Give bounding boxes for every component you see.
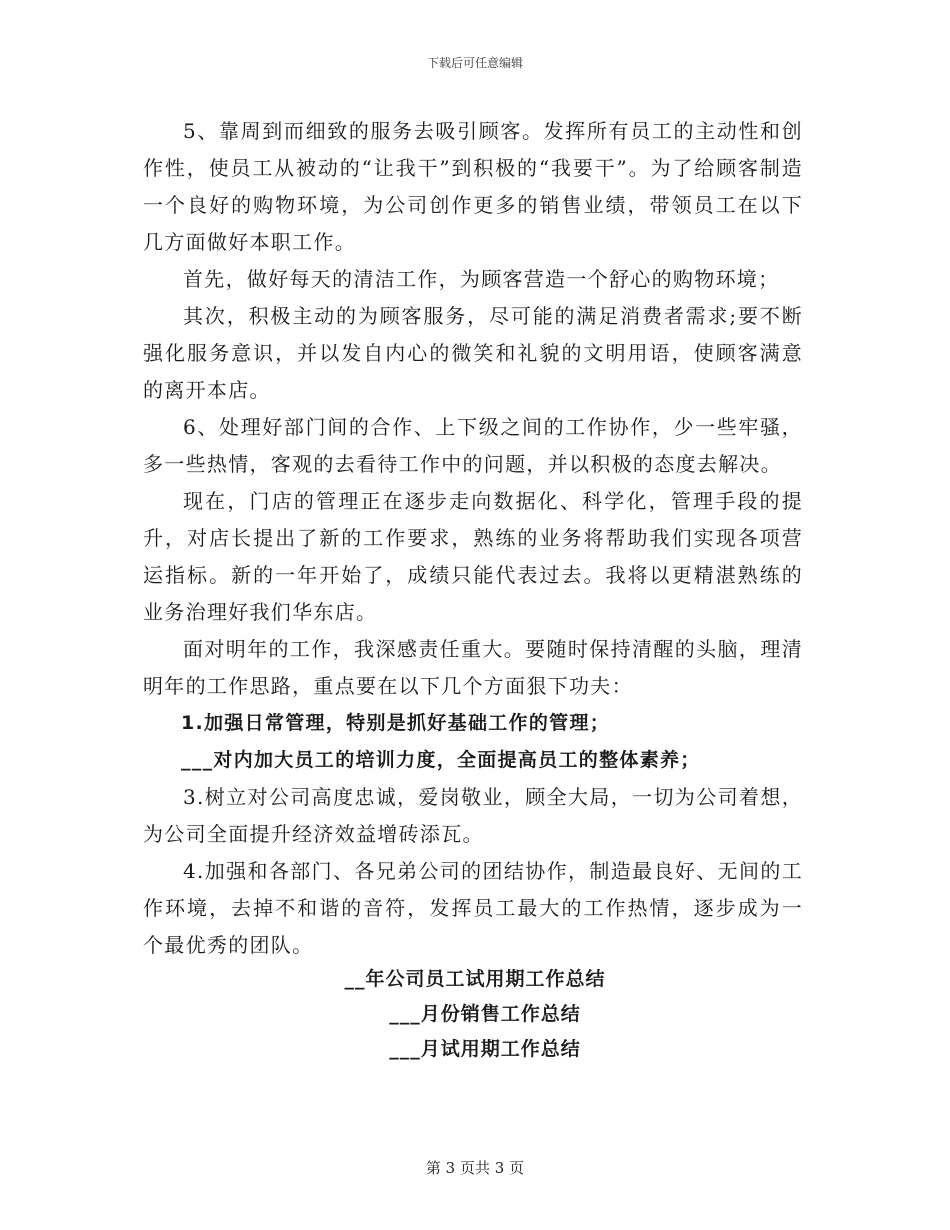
list-item-2: ___对内加大员工的培训力度，全面提高员工的整体素养； xyxy=(181,749,701,771)
paragraph-first: 首先，做好每天的清洁工作，为顾客营造一个舒心的购物环境； xyxy=(183,267,780,291)
related-title-1: __年公司员工试用期工作总结 xyxy=(344,968,606,990)
related-titles xyxy=(0,962,950,1067)
document-body xyxy=(143,113,803,964)
list-item-4: 4.加强和各部门、各兄弟公司的团结协作，制造最良好、无间的工作环境，去掉不和谐的音符，发挥员工最大的工作热情，逐步成为一个最优秀的团队。 xyxy=(143,859,803,957)
list-item-1: 1.加强日常管理，特别是抓好基础工作的管理； xyxy=(181,712,611,734)
page-header: 下载后可任意编辑 xyxy=(426,56,523,70)
list-item-3: 3.树立对公司高度忠诚，爱岗敬业，顾全大局，一切为公司着想，为公司全面提升经济效益增砖添瓦。 xyxy=(143,785,803,846)
related-title-2: ___月份销售工作总结 xyxy=(389,1003,581,1025)
paragraph-second: 其次，积极主动的为顾客服务，尽可能的满足消费者需求;要不断强化服务意识，并以发自内心的微笑和礼貌的文明用语，使顾客满意的离开本店。 xyxy=(143,304,803,402)
paragraph-item-5: 5、靠周到而细致的服务去吸引顾客。发挥所有员工的主动性和创作性，使员工从被动的“让我干”到积极的“我要干”。为了给顾客制造一个良好的购物环境，为公司创作更多的销售业绩，带领员工在以下几方面做好本职工作。 xyxy=(143,119,803,254)
paragraph-next-year: 面对明年的工作，我深感责任重大。要随时保持清醒的头脑，理清明年的工作思路，重点要在以下几个方面狠下功夫： xyxy=(143,637,803,698)
paragraph-item-6: 6、处理好部门间的合作、上下级之间的工作协作，少一些牢骚，多一些热情，客观的去看待工作中的问题，并以积极的态度去解决。 xyxy=(143,415,803,476)
page-number: 第 3 页共 3 页 xyxy=(425,1159,525,1177)
related-title-3: ___月试用期工作总结 xyxy=(389,1038,581,1060)
paragraph-current: 现在，门店的管理正在逐步走向数据化、科学化，管理手段的提升，对店长提出了新的工作要求，熟练的业务将帮助我们实现各项营运指标。新的一年开始了，成绩只能代表过去。我将以更精湛熟练的业务治理好我们华东店。 xyxy=(143,489,803,624)
